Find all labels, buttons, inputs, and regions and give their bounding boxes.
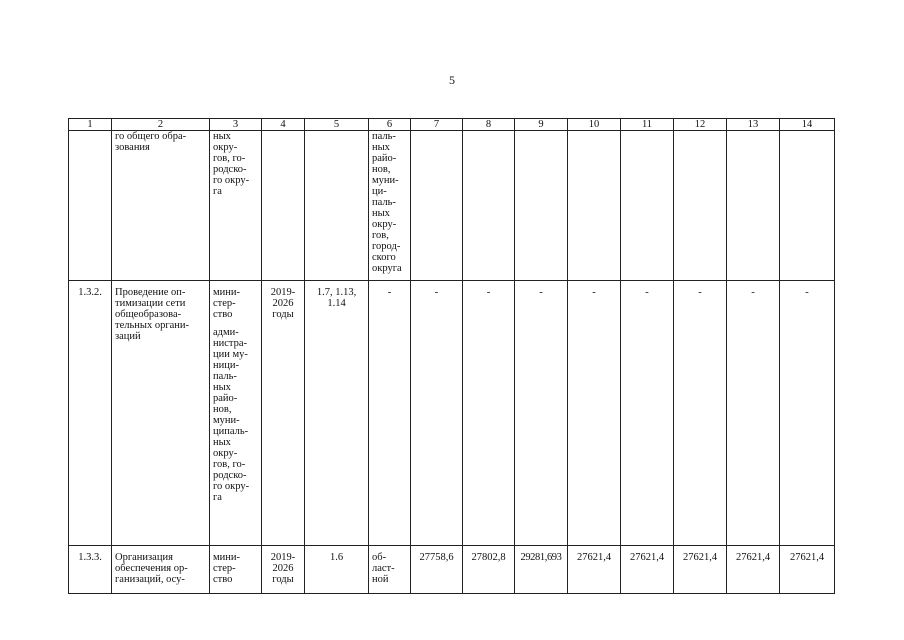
header-cell: 3 <box>210 119 262 131</box>
cell-value: - <box>674 281 727 546</box>
cell-value: 27621,4 <box>727 546 780 594</box>
header-cell: 9 <box>515 119 568 131</box>
cell-number <box>69 131 112 281</box>
cell-period: 2019- 2026 годы <box>262 546 305 594</box>
cell-activity: Проведение оп- тимизации сети общеобразова- тельных органи- заций <box>112 281 210 546</box>
header-cell: 12 <box>674 119 727 131</box>
table-row <box>69 546 835 594</box>
cell-indicator: 1.6 <box>305 546 369 594</box>
table-row <box>69 281 835 546</box>
cell-value <box>780 131 835 281</box>
cell-executor: мини- стер- ство <box>210 546 262 594</box>
cell-value: 29281,693 <box>515 546 568 594</box>
cell-value: 27621,4 <box>674 546 727 594</box>
cell-value: 27621,4 <box>780 546 835 594</box>
cell-source: об- ласт- ной <box>369 546 411 594</box>
header-cell: 14 <box>780 119 835 131</box>
cell-source: паль- ных райо- нов, муни- ци- паль- ных окру- гов, город- ского округа <box>369 131 411 281</box>
header-row <box>69 119 835 131</box>
header-cell: 7 <box>411 119 463 131</box>
cell-value <box>568 131 621 281</box>
header-cell: 8 <box>463 119 515 131</box>
header-cell: 6 <box>369 119 411 131</box>
cell-value <box>621 131 674 281</box>
cell-executor: мини- стер- ство адми- нистра- ции му- ници- паль- ных райо- нов, муни- ципаль- ных окру- гов, го- родско- го окру- га <box>210 281 262 546</box>
cell-value: - <box>411 281 463 546</box>
cell-value <box>674 131 727 281</box>
header-cell: 13 <box>727 119 780 131</box>
cell-value: 27802,8 <box>463 546 515 594</box>
cell-value: - <box>463 281 515 546</box>
cell-activity: го общего обра- зования <box>112 131 210 281</box>
cell-value: - <box>780 281 835 546</box>
cell-value <box>727 131 780 281</box>
cell-value <box>515 131 568 281</box>
cell-value: - <box>727 281 780 546</box>
header-cell: 10 <box>568 119 621 131</box>
cell-value: 27758,6 <box>411 546 463 594</box>
cell-period: 2019- 2026 годы <box>262 281 305 546</box>
page-number: 5 <box>449 73 455 87</box>
cell-value: 27621,4 <box>621 546 674 594</box>
table-row <box>69 131 835 281</box>
header-cell: 1 <box>69 119 112 131</box>
cell-number: 1.3.2. <box>69 281 112 546</box>
header-cell: 4 <box>262 119 305 131</box>
cell-value: 27621,4 <box>568 546 621 594</box>
cell-value: - <box>621 281 674 546</box>
cell-value <box>411 131 463 281</box>
cell-value: - <box>515 281 568 546</box>
header-cell: 2 <box>112 119 210 131</box>
header-cell: 11 <box>621 119 674 131</box>
cell-executor: ных окру- гов, го- родско- го окру- га <box>210 131 262 281</box>
cell-source: - <box>369 281 411 546</box>
cell-number: 1.3.3. <box>69 546 112 594</box>
header-cell: 5 <box>305 119 369 131</box>
cell-activity: Организация обеспечения ор- ганизаций, осу- <box>112 546 210 594</box>
cell-indicator <box>305 131 369 281</box>
cell-period <box>262 131 305 281</box>
cell-indicator: 1.7, 1.13, 1.14 <box>305 281 369 546</box>
budget-table <box>68 118 835 594</box>
cell-value: - <box>568 281 621 546</box>
cell-value <box>463 131 515 281</box>
